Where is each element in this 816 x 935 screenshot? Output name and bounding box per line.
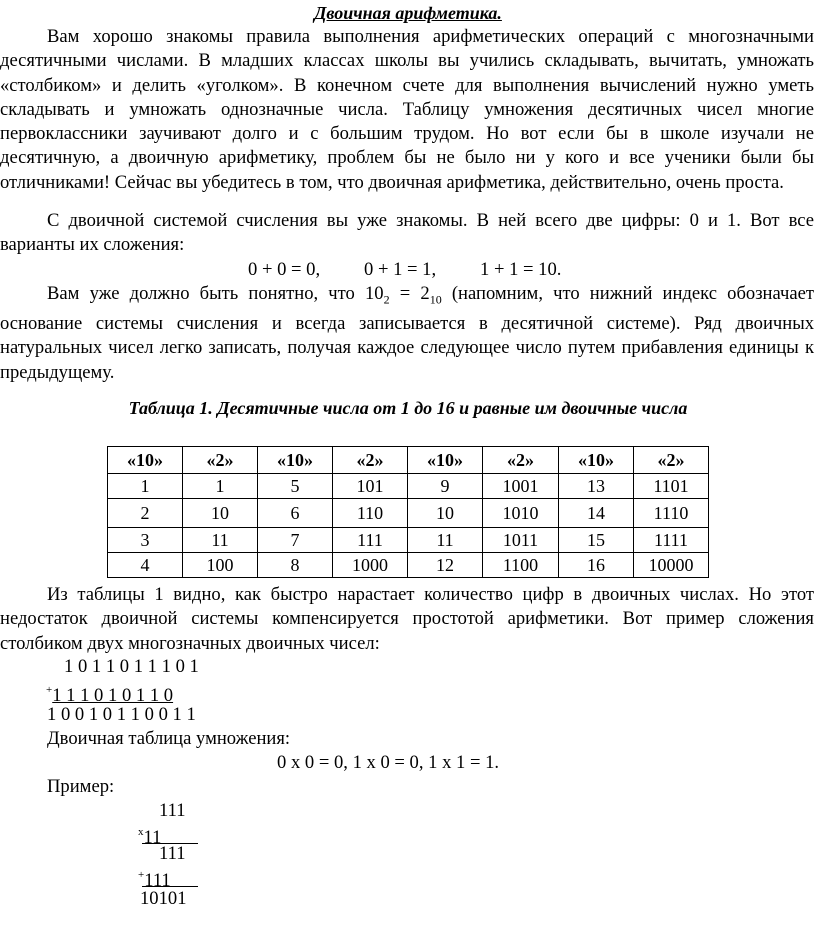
table-cell: 10 <box>408 499 483 528</box>
times-sign: x <box>138 826 144 838</box>
header-cell: «10» <box>108 447 183 474</box>
table-cell: 111 <box>333 528 408 553</box>
table-cell: 110 <box>333 499 408 528</box>
table-cell: 1010 <box>483 499 559 528</box>
table-cell: 10000 <box>634 553 709 578</box>
table-cell: 9 <box>408 474 483 499</box>
table-cell: 1011 <box>483 528 559 553</box>
document-title: Двоичная арифметика. <box>314 3 502 23</box>
mult-partial-2: 111 <box>144 870 171 892</box>
plus-sign: + <box>138 869 145 881</box>
table-cell: 12 <box>408 553 483 578</box>
table-cell: 16 <box>559 553 634 578</box>
header-cell: «2» <box>333 447 408 474</box>
mult-table-rule: 0 x 0 = 0, 1 x 0 = 0, 1 x 1 = 1. <box>277 752 500 773</box>
table-cell: 4 <box>108 553 183 578</box>
table-cell: 3 <box>108 528 183 553</box>
addition-rule-3: 1 + 1 = 10. <box>480 259 562 280</box>
header-cell: «2» <box>183 447 258 474</box>
mult-multiplier-line <box>138 821 161 850</box>
table-cell: 101 <box>333 474 408 499</box>
mult-multiplier: 11 <box>143 827 162 849</box>
table-cell: 8 <box>258 553 333 578</box>
mult-table-label: Двоичная таблица умножения: <box>47 728 291 749</box>
addition-operand-2: 1 1 1 0 1 0 1 1 0 <box>52 685 174 707</box>
addition-operand-1: 1 0 1 1 0 1 1 1 0 1 <box>64 656 199 677</box>
table-conclusion-paragraph: Из таблицы 1 видно, как быстро нарастает количество цифр в двоичных числах. Но этот недостаток двоичной системы компенсируется простотой арифметики. Вот пример сложения столбиком двух многозначных двоичных чисел: <box>0 584 814 654</box>
table-cell: 1 <box>108 474 183 499</box>
addition-rule-2: 0 + 1 = 1, <box>364 259 437 280</box>
table-row <box>108 528 709 553</box>
table-cell: 2 <box>108 499 183 528</box>
table-cell: 1000 <box>333 553 408 578</box>
table-cell: 1101 <box>634 474 709 499</box>
table-cell: 6 <box>258 499 333 528</box>
table-cell: 10 <box>183 499 258 528</box>
example-label: Пример: <box>47 776 115 797</box>
table-cell: 1110 <box>634 499 709 528</box>
base-paragraph: Вам уже должно быть понятно, что $10_2 = 2_{10}$ (напомним, что нижний индекс обозначает основание системы счисления и всегда записывается в десятичной системе). Ряд двоичных натуральных чисел легко записать, получая каждое следующее число путем прибавления единицы к предыдущему. <box>0 283 814 383</box>
table-row <box>108 553 709 578</box>
binary-table <box>107 446 709 578</box>
table-caption: Таблица 1. Десятичные числа от 1 до 16 и равные им двоичные числа <box>128 398 688 418</box>
header-cell: «10» <box>258 447 333 474</box>
header-cell: «10» <box>559 447 634 474</box>
mult-result: 10101 <box>140 888 187 909</box>
mult-multiplicand: 111 <box>159 800 186 821</box>
addition-result: 1 0 0 1 0 1 1 0 0 1 1 <box>47 704 196 725</box>
table-cell: 11 <box>408 528 483 553</box>
table-cell: 11 <box>183 528 258 553</box>
digits-paragraph: С двоичной системой счисления вы уже знакомы. В ней всего две цифры: 0 и 1. Вот все варианты их сложения: <box>0 210 814 256</box>
table-cell: 1 <box>183 474 258 499</box>
table-cell: 1100 <box>483 553 559 578</box>
header-cell: «2» <box>634 447 709 474</box>
table-cell: 5 <box>258 474 333 499</box>
table-header-row <box>108 447 709 474</box>
intro-paragraph: Вам хорошо знакомы правила выполнения арифметических операций с многозначными десятичными числами. В младших классах школы вы учились складывать, вычитать, умножать «столбиком» и делить «уголком». В конечном счете для выполнения вычислений нужно уметь складывать и умножать однозначные числа. Таблицу умножения десятичных чисел многие первоклассники заучивают долго и с большим трудом. Но вот если бы в школе изучали не десятичную, а двоичную арифметику, проблем бы не было ни у кого и все ученики были бы отличниками! Сейчас вы убедитесь в том, что двоичная арифметика, действительно, очень проста. <box>0 26 814 193</box>
table-cell: 1001 <box>483 474 559 499</box>
table-cell: 1111 <box>634 528 709 553</box>
table-cell: 7 <box>258 528 333 553</box>
table-row <box>108 499 709 528</box>
addition-rule-1: 0 + 0 = 0, <box>248 259 321 280</box>
table-cell: 13 <box>559 474 634 499</box>
table-cell: 14 <box>559 499 634 528</box>
table-cell: 100 <box>183 553 258 578</box>
mult-partial-1: 111 <box>159 843 186 864</box>
table-cell: 15 <box>559 528 634 553</box>
plus-sign: + <box>46 684 53 696</box>
header-cell: «2» <box>483 447 559 474</box>
header-cell: «10» <box>408 447 483 474</box>
table-row <box>108 474 709 499</box>
